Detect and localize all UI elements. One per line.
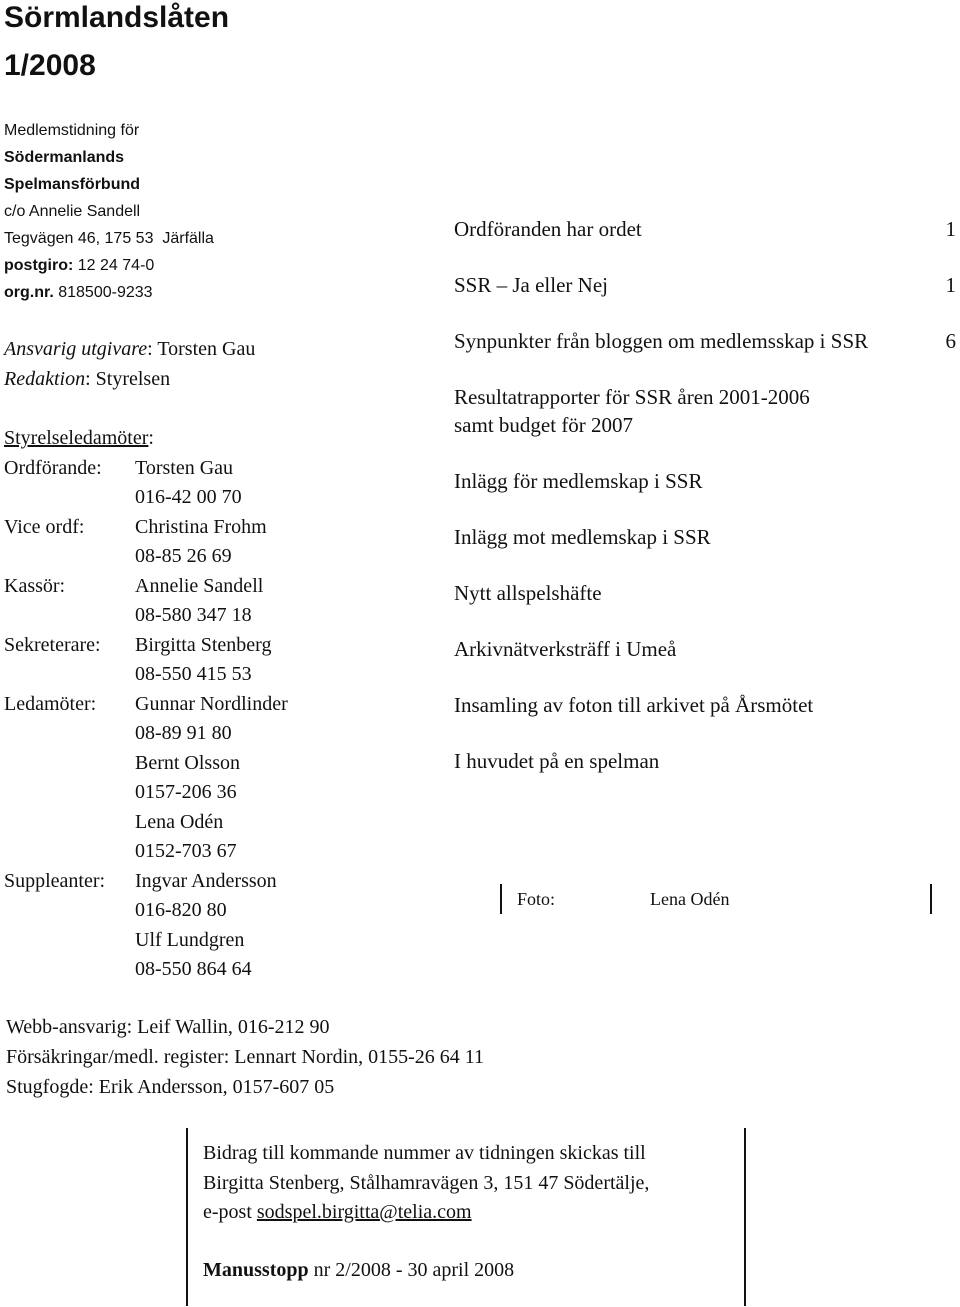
photo-credit-label: Foto: [517, 889, 556, 909]
toc-item-page: 1 [945, 273, 956, 297]
board-role-label: Ledamöter: [4, 693, 97, 715]
board-member-value: Lena Odén [135, 811, 224, 833]
board-member-value: 0157-206 36 [135, 781, 237, 803]
toc-item-page: 6 [945, 329, 956, 353]
board-member-value: Christina Frohm [135, 516, 267, 538]
orgnr-value: 818500-9233 [58, 284, 153, 301]
publisher-address [4, 229, 214, 249]
board-role-label: Vice ordf: [4, 516, 85, 538]
deadline-label: Manusstopp [203, 1259, 309, 1281]
toc-item-title: Synpunkter från bloggen om medlemsskap i SSR [454, 329, 869, 353]
toc-item-title: Ordföranden har ordet [454, 217, 642, 241]
postgiro-line [4, 256, 154, 276]
contact-line: Webb-ansvarig: Leif Wallin, 016-212 90 [6, 1016, 330, 1038]
toc-item-title: I huvudet på en spelman [454, 749, 660, 773]
board-role-label: Sekreterare: [4, 634, 101, 656]
editorial [4, 367, 170, 391]
publisher-line: c/o Annelie Sandell [4, 203, 141, 220]
board-member-value: 08-580 347 18 [135, 604, 252, 626]
editorial-value: : Styrelsen [85, 368, 171, 390]
contact-line: Stugfogde: Erik Andersson, 0157-607 05 [6, 1076, 335, 1098]
toc-item-title: samt budget för 2007 [454, 413, 634, 437]
responsible-publisher-value: : Torsten Gau [147, 338, 256, 360]
responsible-publisher-label: Ansvarig utgivare [4, 338, 148, 360]
board-member-value: 016-42 00 70 [135, 486, 242, 508]
deadline-line [203, 1257, 514, 1283]
board-member-value: 08-550 415 53 [135, 663, 252, 685]
board-member-value: 016-820 80 [135, 899, 227, 921]
board-member-value: 08-85 26 69 [135, 545, 232, 567]
board-role-label: Ordförande: [4, 457, 102, 479]
toc-item-title: Resultatrapporter för SSR åren 2001-2006 [454, 385, 810, 409]
address-street: Tegvägen 46, 175 53 [4, 230, 154, 247]
toc-item-title: Nytt allspelshäfte [454, 581, 602, 605]
email-link[interactable]: sodspel.birgitta@telia.com [256, 1201, 472, 1223]
board-member-value: Ulf Lundgren [135, 929, 245, 951]
toc-item-title: Inlägg mot medlemskap i SSR [454, 525, 711, 549]
photo-credit-left-rule [500, 884, 502, 914]
board-member-value: Annelie Sandell [135, 575, 264, 597]
editorial-label: Redaktion [4, 368, 86, 390]
postgiro-label: postgiro: [4, 257, 74, 274]
submission-line: Birgitta Stenberg, Stålhamravägen 3, 151 47 Södertälje, [203, 1172, 650, 1194]
submission-box-left-rule [186, 1128, 188, 1306]
board-member-value: Ingvar Andersson [135, 870, 277, 892]
email-prefix: e-post [203, 1201, 257, 1223]
board-heading-text: Styrelseledamöter [4, 427, 149, 449]
submission-line: Bidrag till kommande nummer av tidningen skickas till [203, 1142, 646, 1164]
board-member-value: Torsten Gau [135, 457, 234, 479]
board-member-value: Bernt Olsson [135, 752, 240, 774]
toc-item-title: Arkivnätverksträff i Umeå [454, 637, 677, 661]
newsletter-title: Sörmlandslåten [4, 1, 230, 34]
publisher-line: Södermanlands [4, 149, 125, 166]
photo-credit-name: Lena Odén [650, 889, 730, 909]
toc-item-page: 1 [945, 217, 956, 241]
orgnr-line [4, 283, 153, 303]
board-member-value: 08-550 864 64 [135, 958, 252, 980]
board-member-value: 08-89 91 80 [135, 722, 232, 744]
photo-credit-right-rule [930, 884, 932, 914]
board-heading [4, 426, 154, 450]
toc-item-title: Insamling av foton till arkivet på Årsmötet [454, 693, 814, 717]
board-role-label: Suppleanter: [4, 870, 106, 892]
contact-line: Försäkringar/medl. register: Lennart Nordin, 0155-26 64 11 [6, 1046, 485, 1068]
address-city: Järfälla [162, 230, 214, 247]
board-heading-colon: : [148, 427, 154, 449]
board-member-value: Birgitta Stenberg [135, 634, 272, 656]
issue-number: 1/2008 [4, 49, 96, 82]
postgiro-value: 12 24 74-0 [77, 257, 155, 274]
submission-box-right-rule [744, 1128, 746, 1306]
toc-item-title: SSR – Ja eller Nej [454, 273, 608, 297]
board-member-value: Gunnar Nordlinder [135, 693, 288, 715]
publisher-line: Medlemstidning för [4, 122, 140, 139]
orgnr-label: org.nr. [4, 284, 54, 301]
submission-email-line [203, 1199, 472, 1225]
deadline-value: nr 2/2008 - 30 april 2008 [308, 1259, 515, 1281]
responsible-publisher [4, 337, 255, 361]
publisher-line: Spelmansförbund [4, 176, 141, 193]
board-member-value: 0152-703 67 [135, 840, 237, 862]
board-role-label: Kassör: [4, 575, 66, 597]
toc-item-title: Inlägg för medlemskap i SSR [454, 469, 703, 493]
